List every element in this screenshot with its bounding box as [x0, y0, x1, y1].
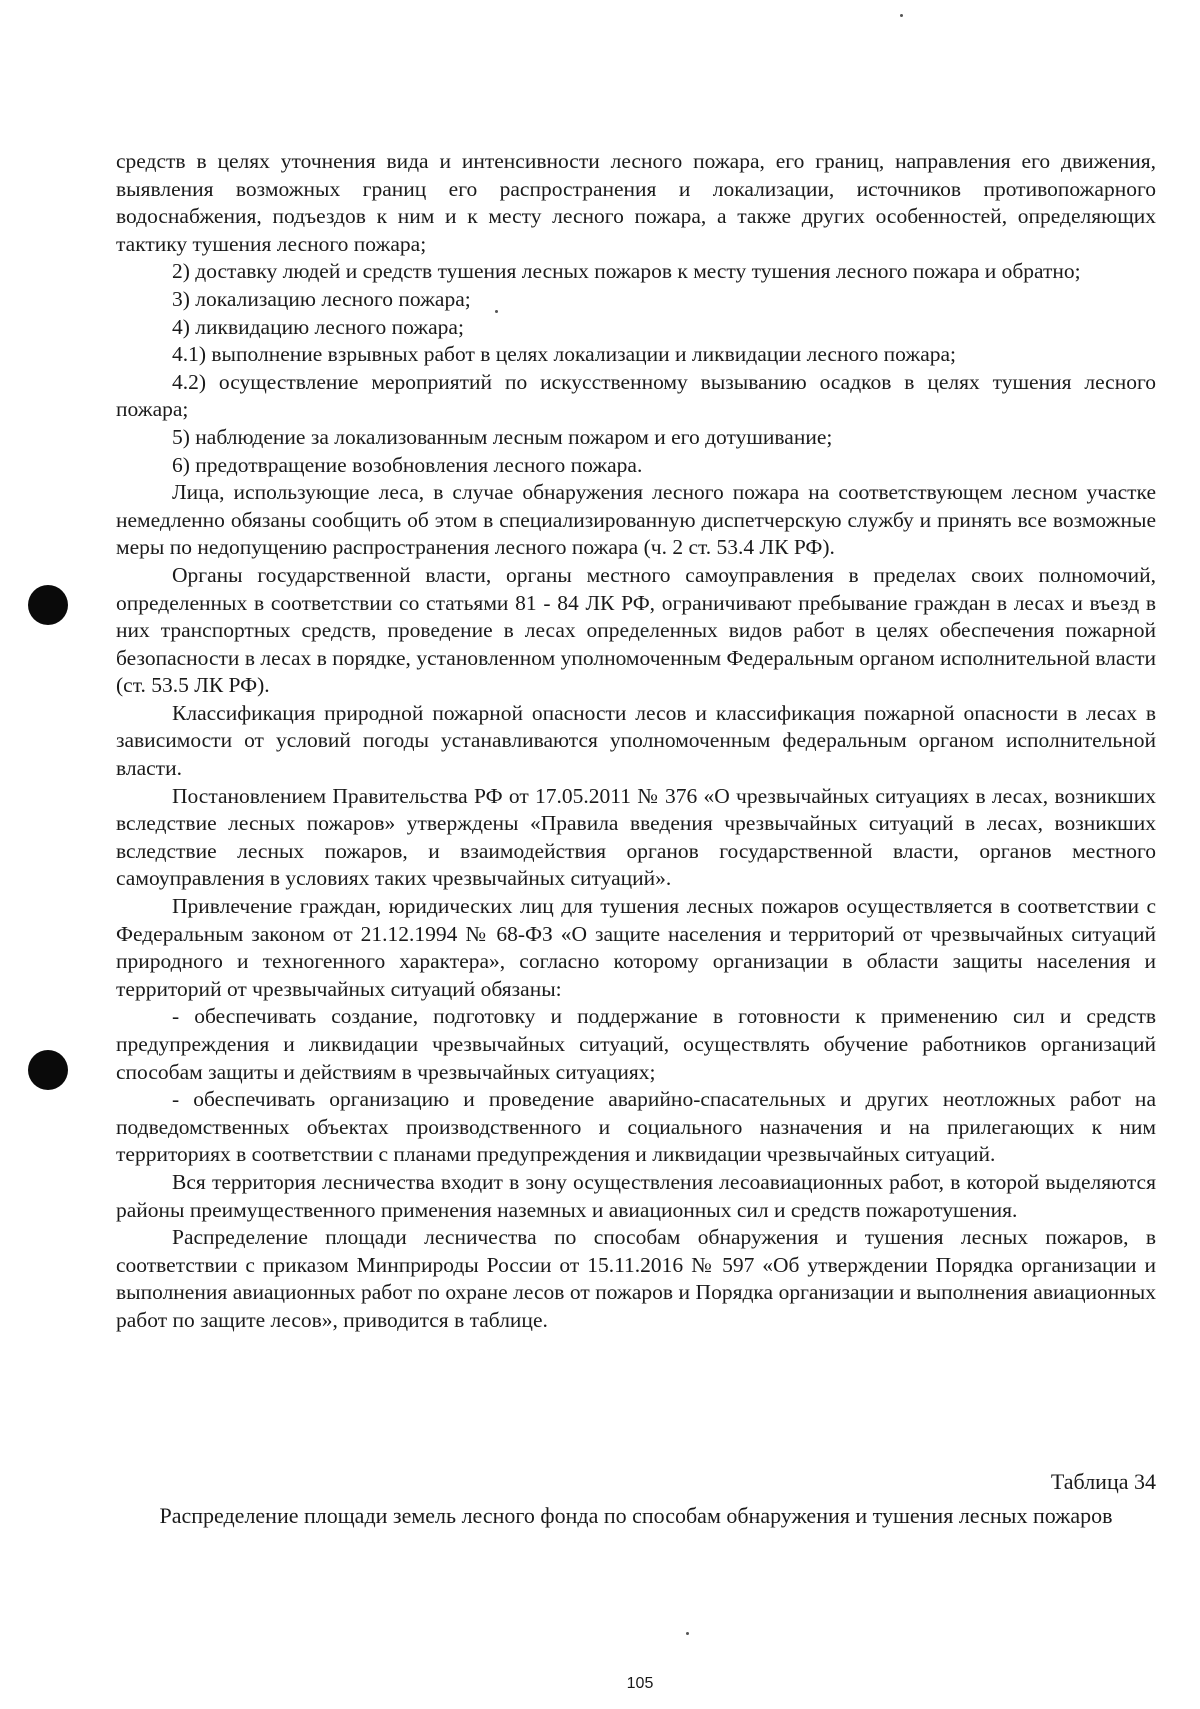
paragraph: Лица, использующие леса, в случае обнаружения лесного пожара на соответствующем лесном участке немедленно обязаны сообщить об этом в специализированную диспетчерскую службу и принять все возможные меры по недопущению распространения лесного пожара (ч. 2 ст. 53.4 ЛК РФ).: [116, 480, 1156, 560]
paragraph: - обеспечивать создание, подготовку и поддержание в готовности к применению сил и средств предупреждения и ликвидации чрезвычайных ситуаций, осуществлять обучение работников организаций способам защиты и действиям в чрезвычайных ситуациях;: [116, 1004, 1156, 1084]
paragraph: 4.2) осуществление мероприятий по искусственному вызыванию осадков в целях тушения лесного пожара;: [116, 369, 1156, 422]
punch-hole-mark: [28, 585, 68, 625]
paragraph: средств в целях уточнения вида и интенсивности лесного пожара, его границ, направления его движения, выявления возможных границ его распространения и локализации, источников противопожарного водоснабжения, подъездов к ним и к месту лесного пожара, а также других особенностей, определяющих тактику тушения лесного пожара;: [116, 149, 1156, 256]
scan-speck: [686, 1632, 689, 1635]
paragraph: 4.1) выполнение взрывных работ в целях локализации и ликвидации лесного пожара;: [172, 342, 957, 367]
paragraph: Распределение площади лесничества по способам обнаружения и тушения лесных пожаров, в соответствии с приказом Минприроды России от 15.11.2016 № 597 «Об утверждении Порядка организации и выполнения авиационных работ по охране лесов от пожаров и Порядка организации и выполнения авиационных работ по защите лесов», приводится в таблице.: [116, 1225, 1156, 1332]
paragraph: 3) локализацию лесного пожара;: [172, 286, 471, 311]
scan-speck: [495, 310, 498, 313]
paragraph: Постановлением Правительства РФ от 17.05.2011 № 376 «О чрезвычайных ситуациях в лесах, возникших вследствие лесных пожаров» утверждены «Правила введения чрезвычайных ситуаций в лесах, возникших вследствие лесных пожаров, и взаимодействия органов государственной власти, органов местного самоуправления в условиях таких чрезвычайных ситуаций».: [116, 783, 1156, 891]
table-label: Таблица 34: [1050, 1469, 1156, 1494]
punch-hole-mark: [28, 1050, 68, 1090]
paragraph: 6) предотвращение возобновления лесного пожара.: [172, 452, 643, 477]
page-number: 105: [626, 1675, 654, 1692]
paragraph: 4) ликвидацию лесного пожара;: [172, 314, 464, 339]
paragraph: Вся территория лесничества входит в зону осуществления лесоавиационных работ, в которой выделяются районы преимущественного применения наземных и авиационных сил и средств пожаротушения.: [116, 1169, 1156, 1222]
paragraph: 5) наблюдение за локализованным лесным пожаром и его дотушивание;: [172, 424, 833, 449]
paragraph: Органы государственной власти, органы местного самоуправления в пределах своих полномочий, определенных в соответствии со статьями 81 - 84 ЛК РФ, ограничивают пребывание граждан в лесах и въезд в них транспортных средств, проведение в лесах определенных видов работ в целях обеспечения пожарной безопасности в лесах в порядке, установленном уполномоченным Федеральным органом исполнительной власти (ст. 53.5 ЛК РФ).: [116, 562, 1156, 698]
table-title: Распределение площади земель лесного фонда по способам обнаружения и тушения лесных пожаров: [159, 1503, 1113, 1528]
paragraph: - обеспечивать организацию и проведение аварийно-спасательных и других неотложных работ на подведомственных объектах производственного и социального назначения и на прилегающих к ним территориях в соответствии с планами предупреждения и ликвидации чрезвычайных ситуаций.: [116, 1087, 1156, 1167]
scan-speck: [900, 14, 903, 17]
paragraph: Привлечение граждан, юридических лиц для тушения лесных пожаров осуществляется в соответствии с Федеральным законом от 21.12.1994 № 68-ФЗ «О защите населения и территорий от чрезвычайных ситуаций природного и техногенного характера», согласно которому организации в области защиты населения и территорий от чрезвычайных ситуаций обязаны:: [116, 894, 1156, 1001]
paragraph: 2) доставку людей и средств тушения лесных пожаров к месту тушения лесного пожара и обратно;: [172, 259, 1081, 284]
body-text: [116, 148, 1156, 1335]
paragraph: Классификация природной пожарной опасности лесов и классификация пожарной опасности в лесах в зависимости от условий погоды устанавливаются уполномоченным федеральным органом исполнительной власти.: [116, 700, 1156, 781]
